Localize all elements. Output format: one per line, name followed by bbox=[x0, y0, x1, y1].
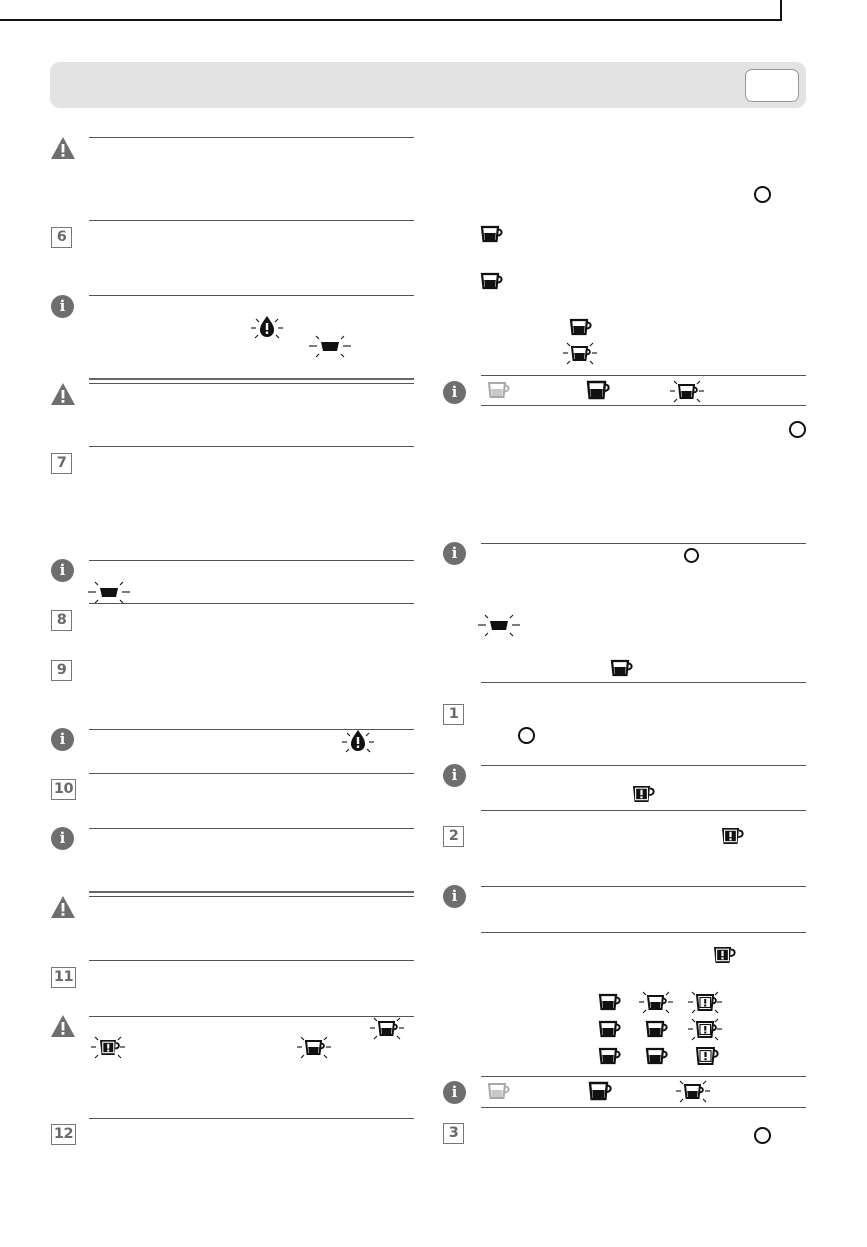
button-ring-icon bbox=[684, 548, 699, 563]
cup-alert-blinking-icon bbox=[688, 991, 722, 1015]
cup-blinking-icon bbox=[297, 1036, 331, 1060]
section-rule bbox=[89, 603, 414, 604]
section-rule-double bbox=[89, 378, 414, 380]
cup-icon bbox=[479, 272, 505, 292]
water-drop-alert-icon bbox=[341, 728, 375, 756]
section-rule bbox=[89, 960, 414, 961]
warning-triangle-icon bbox=[50, 1014, 76, 1038]
info-circle-icon: i bbox=[443, 381, 466, 404]
step-number-12: 12 bbox=[51, 1124, 76, 1145]
step-number-8: 8 bbox=[51, 610, 72, 631]
section-rule bbox=[89, 220, 414, 221]
button-ring-icon bbox=[789, 421, 806, 438]
section-rule bbox=[89, 828, 414, 829]
cup-grey-icon bbox=[486, 1082, 512, 1102]
cup-blinking-icon bbox=[639, 991, 673, 1015]
cup-icon bbox=[585, 380, 611, 402]
section-rule bbox=[481, 1107, 806, 1108]
section-rule-double bbox=[89, 891, 414, 893]
section-rule bbox=[481, 543, 806, 544]
cup-icon bbox=[597, 993, 623, 1013]
drip-tray-blinking-icon bbox=[308, 334, 352, 360]
section-rule bbox=[89, 137, 414, 138]
cup-icon bbox=[644, 1047, 670, 1067]
step-number-11: 11 bbox=[51, 967, 76, 988]
section-rule bbox=[89, 446, 414, 447]
section-rule bbox=[89, 1016, 414, 1017]
cup-alert-icon bbox=[719, 826, 747, 848]
cup-icon bbox=[568, 318, 594, 338]
cup-blinking-icon bbox=[676, 1080, 710, 1104]
cup-blinking-icon bbox=[370, 1017, 404, 1041]
cup-grey-icon bbox=[486, 381, 512, 401]
section-rule-double bbox=[89, 383, 414, 384]
info-circle-icon: i bbox=[51, 559, 74, 582]
warning-triangle-icon bbox=[50, 382, 76, 406]
cup-alert-blinking-icon bbox=[688, 1018, 722, 1042]
info-circle-icon: i bbox=[51, 827, 74, 850]
section-rule bbox=[481, 932, 806, 933]
cup-icon bbox=[597, 1020, 623, 1040]
page-number-box bbox=[745, 69, 799, 102]
warning-triangle-icon bbox=[50, 895, 76, 919]
section-rule bbox=[89, 1118, 414, 1119]
cup-alert-icon bbox=[630, 784, 658, 806]
step-number-1: 1 bbox=[443, 704, 464, 725]
section-rule bbox=[481, 375, 806, 376]
cup-icon bbox=[644, 1020, 670, 1040]
info-circle-icon: i bbox=[443, 1081, 466, 1104]
section-rule bbox=[89, 560, 414, 561]
cup-icon bbox=[609, 659, 635, 679]
cup-blinking-icon bbox=[563, 342, 597, 366]
crop-mark-vertical bbox=[780, 0, 782, 21]
section-rule bbox=[481, 765, 806, 766]
cup-alert-blinking-icon bbox=[91, 1036, 125, 1060]
section-rule bbox=[481, 1076, 806, 1077]
section-rule bbox=[481, 810, 806, 811]
step-number-7: 7 bbox=[51, 453, 72, 474]
step-number-6: 6 bbox=[51, 227, 72, 248]
step-number-2: 2 bbox=[443, 826, 464, 847]
cup-icon bbox=[587, 1081, 613, 1103]
section-rule-double bbox=[89, 896, 414, 897]
water-drop-alert-icon bbox=[250, 314, 284, 342]
info-circle-icon: i bbox=[51, 728, 74, 751]
cup-icon bbox=[479, 225, 505, 245]
drip-tray-blinking-icon bbox=[477, 613, 521, 639]
info-circle-icon: i bbox=[443, 764, 466, 787]
warning-triangle-icon bbox=[50, 136, 76, 160]
section-rule bbox=[481, 405, 806, 406]
info-circle-icon: i bbox=[443, 542, 466, 565]
crop-mark-horizontal bbox=[0, 19, 780, 21]
step-number-10: 10 bbox=[51, 779, 76, 800]
cup-alert-icon bbox=[711, 945, 739, 967]
section-rule bbox=[89, 295, 414, 296]
button-ring-icon bbox=[518, 727, 535, 744]
cup-blinking-icon bbox=[670, 380, 704, 404]
button-ring-icon bbox=[754, 186, 771, 203]
section-rule bbox=[481, 886, 806, 887]
step-number-9: 9 bbox=[51, 660, 72, 681]
info-circle-icon: i bbox=[443, 885, 466, 908]
button-ring-icon bbox=[754, 1127, 771, 1144]
step-number-3: 3 bbox=[443, 1123, 464, 1144]
info-circle-icon: i bbox=[51, 295, 74, 318]
cup-icon bbox=[597, 1047, 623, 1067]
cup-alert-outline-icon bbox=[694, 1046, 722, 1068]
page-header-band bbox=[50, 62, 806, 108]
section-rule bbox=[481, 682, 806, 683]
section-rule bbox=[89, 773, 414, 774]
